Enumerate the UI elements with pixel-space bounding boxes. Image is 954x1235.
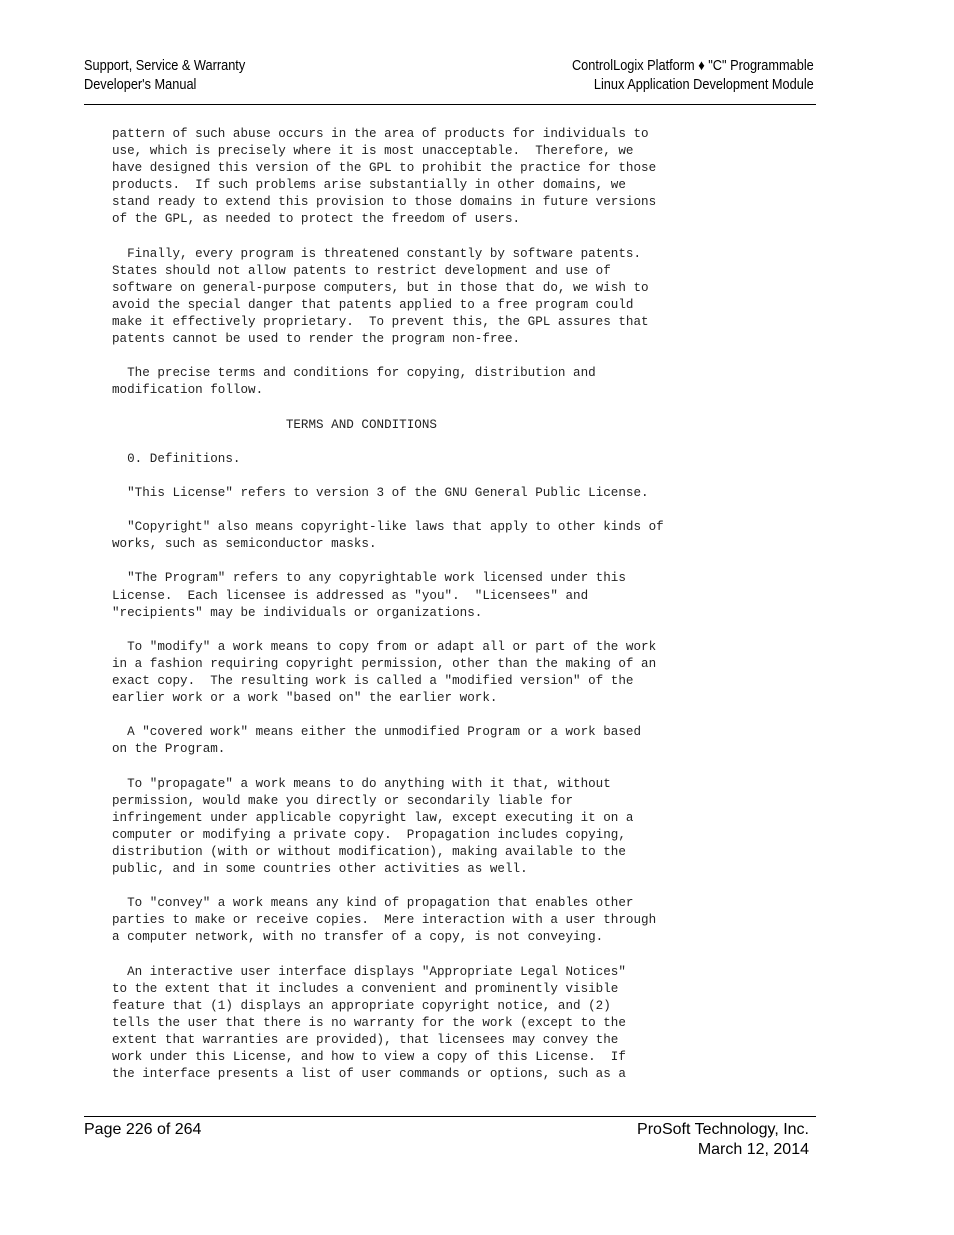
header-section-title: Support, Service & Warranty bbox=[84, 58, 246, 74]
footer-divider bbox=[84, 1116, 816, 1117]
license-body-text: pattern of such abuse occurs in the area of products for individuals to use, which is precisely where it is most unacceptable. Therefore, we have designed this version of the GPL to prohibit the practice for those products. If such problems arise substantially in other domains, we stand ready to extend this provision to those domains in future versions of the GPL, as needed to protect the freedom of users. Finally, every program is threatened constantly by software patents. States should not allow patents to restrict development and use of software on general-purpose computers, but in those that do, we wish to avoid the special danger that patents applied to a free program could make it effectively proprietary. To prevent this, the GPL assures that patents cannot be used to render the program non-free. The precise terms and conditions for copying, distribution and modification follow. TERMS AND CONDITIONS 0. Definitions. "This License" refers to version 3 of the GNU General Public License. "Copyright" also means copyright-like laws that apply to other kinds of works, such as semiconductor masks. "The Program" refers to any copyrightable work licensed under this License. Each licensee is addressed as "you". "Licensees" and "recipients" may be individuals or organizations. To "modify" a work means to copy from or adapt all or part of the work in a fashion requiring copyright permission, other than the making of an exact copy. The resulting work is called a "modified version" of the earlier work or a work "based on" the earlier work. A "covered work" means either the unmodified Program or a work based on the Program. To "propagate" a work means to do anything with it that, without permission, would make you directly or secondarily liable for infringement under applicable copyright law, except executing it on a computer or modifying a private copy. Propagation includes copying, distribution (with or without modification), making available to the public, and in some countries other activities as well. To "convey" a work means any kind of propagation that enables other parties to make or receive copies. Mere interaction with a user through a computer network, with no transfer of a copy, is not conveying. An interactive user interface displays "Appropriate Legal Notices" to the extent that it includes a convenient and prominently visible feature that (1) displays an appropriate copyright notice, and (2) tells the user that there is no warranty for the work (except to the extent that warranties are provided), that licensees may convey the work under this License, and how to view a copy of this License. If the interface presents a list of user commands or options, such as a bbox=[112, 127, 664, 1082]
header-left bbox=[84, 57, 245, 95]
header-manual-title: Developer's Manual bbox=[84, 77, 197, 93]
footer-right bbox=[637, 1120, 809, 1160]
header-divider bbox=[84, 104, 816, 105]
footer-page-number: Page 226 of 264 bbox=[84, 1121, 202, 1138]
header-module-title: Linux Application Development Module bbox=[594, 77, 814, 93]
footer-company: ProSoft Technology, Inc. bbox=[637, 1121, 809, 1138]
header-platform-title: ControlLogix Platform ♦ "C" Programmable bbox=[572, 58, 814, 74]
header-right bbox=[572, 57, 814, 95]
footer-date: March 12, 2014 bbox=[697, 1141, 809, 1158]
